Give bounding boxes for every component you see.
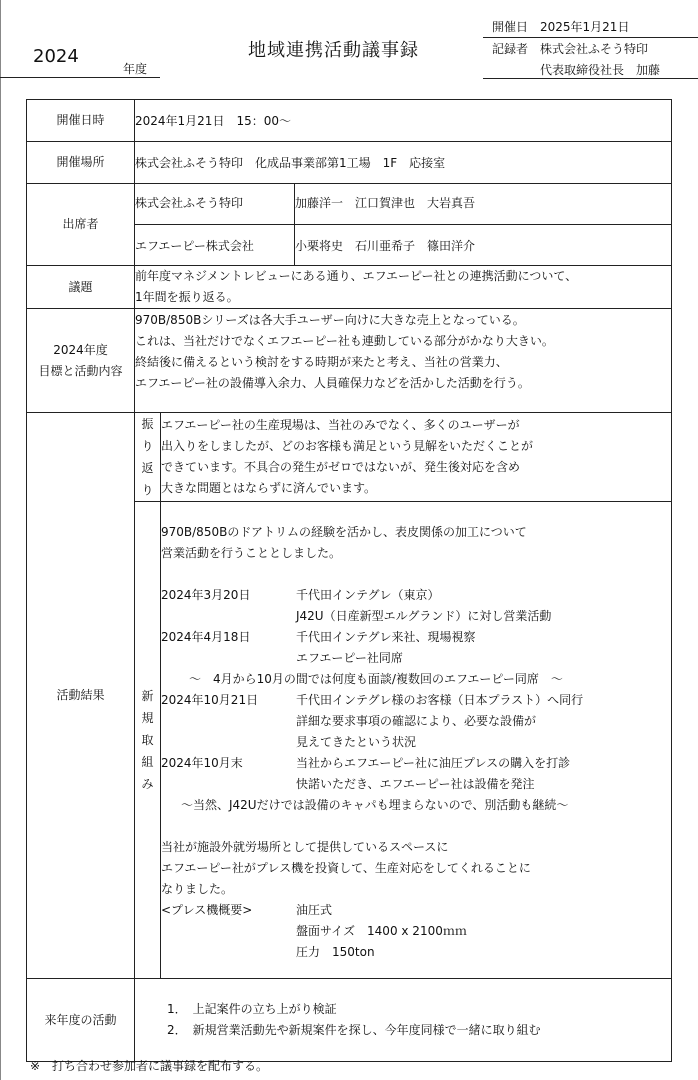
goals-line: エフエーピー社の設備導入余力、人員確保力などを活かした活動を行う。 — [135, 376, 530, 390]
next-item: 1． 上記案件の立ち上がり検証 — [167, 1002, 337, 1016]
event-date: 2024年10月21日 — [161, 693, 259, 707]
goals-line: これは、当社だけでなくエフエーピー社も連動している部分がかなり大きい。 — [135, 334, 554, 348]
meta-representative: 代表取締役社長 加藤 — [540, 63, 661, 77]
event-row — [161, 690, 671, 711]
event-text: 千代田インテグレ来社、現場視察 — [296, 630, 476, 644]
press-label: <プレス機概要> — [161, 903, 253, 917]
row-agenda — [27, 266, 672, 309]
header-underline-left — [0, 77, 160, 78]
page-title: 地域連携活動議事録 — [248, 40, 419, 61]
agenda-line: 前年度マネジメントレビューにある通り、エフエーピー社との連携活動について、 — [135, 269, 578, 283]
closing-line: 当社が施設外就労場所として提供しているスペースに — [161, 840, 449, 854]
minutes-table — [26, 99, 672, 1062]
page-edge — [0, 0, 1, 1080]
label-next: 来年度の活動 — [27, 979, 135, 1062]
review-content — [161, 413, 672, 502]
value-place: 株式会社ふそう特印 化成品事業部第1工場 1F 応接室 — [135, 142, 672, 184]
meta-date: 開催日 2025年1月21日 — [492, 20, 630, 34]
attendee-names-1: 加藤洋一 江口賀津也 大岩真吾 — [295, 184, 672, 225]
label-attendees: 出席者 — [27, 184, 135, 266]
review-line: エフエーピー社の生産現場は、当社のみでなく、多くのユーザーが — [161, 418, 520, 432]
event-sub: J42U（日産新型エルグランド）に対し営業活動 — [296, 609, 552, 623]
review-line: できています。不具合の発生がゼロではないが、発生後対応を含め — [161, 460, 521, 474]
review-line: 大きな問題とはならずに済んでいます。 — [161, 481, 377, 495]
label-goals-line: 目標と活動内容 — [38, 363, 123, 378]
event-sub: 詳細な要求事項の確認により、必要な設備が — [296, 714, 537, 728]
label-goals-line: 2024年度 — [53, 342, 108, 357]
goals-line: 終結後に備えるという検討をする時期が来たと考え、当社の営業力、 — [135, 355, 508, 369]
press-size: 盤面サイズ 1400 x 2100ｍｍ — [296, 924, 467, 938]
row-results-review — [27, 413, 672, 502]
closing-line: なりました。 — [161, 882, 234, 896]
next-item: 2． 新規営業活動先や新規案件を探し、今年度同様で一緒に取り組む — [167, 1023, 541, 1037]
header-line-meta-bottom — [483, 78, 698, 79]
review-line: 出入りをしましたが、どのお客様も満足という見解をいただくことが — [161, 439, 534, 453]
header-nendo: 年度 — [123, 62, 148, 76]
value-goals — [135, 309, 672, 413]
event-sub: 快諾いただき、エフエーピー社は設備を発注 — [296, 777, 535, 791]
footer-note: ※ 打ち合わせ参加者に議事録を配布する。 — [30, 1059, 269, 1073]
attendee-company-2: エフエーピー株式会社 — [135, 225, 295, 266]
note-line: ～ 4月から10月の間では何度も面談/複数回のエフエーピー同席 ～ — [189, 672, 563, 686]
header-year: 2024 — [33, 46, 79, 67]
note-line: ～当然、J42Uだけでは設備のキャパも埋まらないので、別活動も継続～ — [181, 798, 569, 812]
event-text: 千代田インテグレ（東京） — [296, 588, 440, 602]
row-next — [27, 979, 672, 1062]
label-date: 開催日時 — [27, 100, 135, 142]
event-text: 当社からエフエーピー社に油圧プレスの購入を打診 — [296, 756, 571, 770]
label-agenda: 議題 — [27, 266, 135, 309]
new-vertical-label: 新 規 取 組 み — [135, 502, 161, 979]
review-vertical-label: 振 り 返 り — [135, 413, 161, 502]
row-place — [27, 142, 672, 184]
header-line-meta-top — [483, 37, 698, 38]
event-row — [161, 585, 671, 606]
value-next — [135, 979, 672, 1062]
event-sub: エフエーピー社同席 — [296, 651, 403, 665]
event-text: 千代田インテグレ様のお客様（日本プラスト）へ同行 — [296, 693, 584, 707]
label-goals — [27, 309, 135, 413]
row-attendees-1 — [27, 184, 672, 225]
closing-line: エフエーピー社がプレス機を投資して、生産対応をしてくれることに — [161, 861, 531, 875]
new-content — [161, 502, 672, 979]
new-intro-line: 営業活動を行うこととしました。 — [161, 546, 342, 560]
event-date: 2024年4月18日 — [161, 630, 251, 644]
event-row — [161, 753, 671, 774]
new-intro-line: 970B/850Bのドアトリムの経験を活かし、表皮関係の加工について — [161, 525, 527, 539]
event-date: 2024年10月末 — [161, 756, 243, 770]
meta-recorder: 記録者 株式会社ふそう特印 — [492, 42, 649, 56]
label-place: 開催場所 — [27, 142, 135, 184]
goals-line: 970B/850Bシリーズは各大手ユーザー向けに大きな売上となっている。 — [135, 313, 525, 327]
value-date: 2024年1月21日 15：00～ — [135, 100, 672, 142]
row-goals — [27, 309, 672, 413]
press-type: 油圧式 — [296, 903, 333, 917]
event-row — [161, 627, 671, 648]
attendee-names-2: 小栗将史 石川亜希子 篠田洋介 — [295, 225, 672, 266]
event-sub: 見えてきたという状況 — [296, 735, 417, 749]
event-date: 2024年3月20日 — [161, 588, 251, 602]
press-force: 圧力 150ton — [296, 945, 375, 959]
label-results: 活動結果 — [27, 413, 135, 979]
attendee-company-1: 株式会社ふそう特印 — [135, 184, 295, 225]
agenda-line: 1年間を振り返る。 — [135, 290, 239, 304]
value-agenda — [135, 266, 672, 309]
row-date — [27, 100, 672, 142]
press-row — [161, 900, 671, 921]
